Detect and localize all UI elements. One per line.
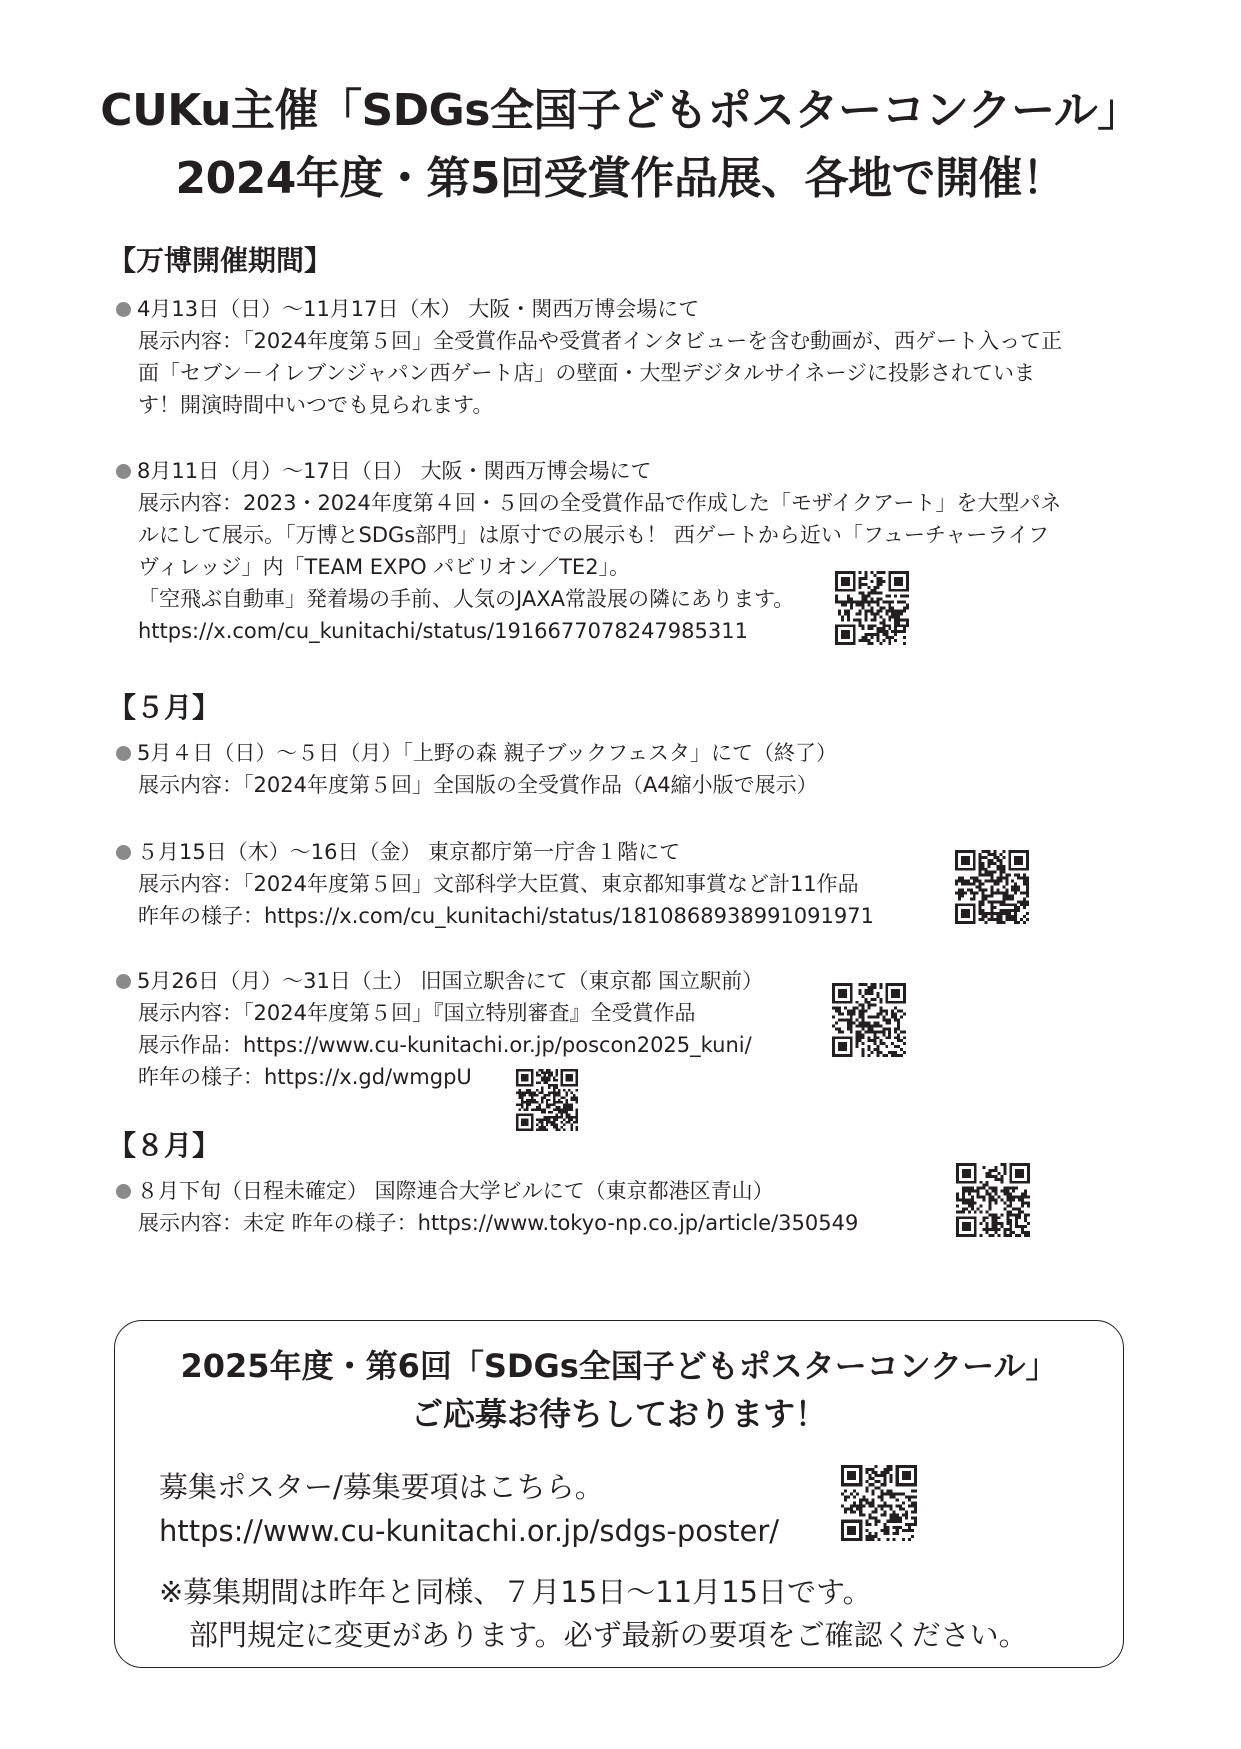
notice-title-line1: 2025年度・第6回「SDGs全国子どもポスターコンクール」 — [180, 1347, 1058, 1385]
event-entry — [116, 1175, 858, 1239]
event-detail: 「空飛ぶ自動車」発着場の手前、人気のJAXA常設展の隣にあります。 — [138, 587, 795, 611]
call-for-entries-box — [114, 1320, 1124, 1668]
event-entry — [116, 455, 1061, 647]
bullet-dot-icon — [116, 1184, 131, 1199]
qr-code-icon — [956, 1163, 1030, 1237]
event-entry — [116, 293, 1062, 421]
qr-code-icon — [832, 983, 906, 1057]
bullet-dot-icon — [116, 974, 131, 989]
event-link: 昨年の様子：https://x.com/cu_kunitachi/status/1810868938991091971 — [138, 904, 874, 928]
bullet-dot-icon — [116, 746, 131, 761]
event-date: 4月13日（日）～11月17日（木） 大阪・関西万博会場にて — [137, 297, 700, 321]
event-date: ８月下旬（日程未確定） 国際連合大学ビルにて（東京都港区青山） — [137, 1179, 774, 1203]
notice-line: 部門規定に変更があります。必ず最新の要項をご確認ください。 — [189, 1618, 1028, 1652]
event-link: https://x.com/cu_kunitachi/status/1916677078247985311 — [138, 619, 748, 643]
qr-code-icon — [835, 571, 909, 645]
event-entry — [116, 965, 763, 1093]
notice-link: https://www.cu-kunitachi.or.jp/sdgs-poster/ — [159, 1514, 780, 1548]
notice-line: 募集ポスター/募集要項はこちら。 — [159, 1470, 604, 1504]
page-title-line1: CUKu主催「SDGs全国子どもポスターコンクール」 — [100, 85, 1141, 136]
event-link: 展示内容：未定 昨年の様子：https://www.tokyo-np.co.jp/article/350549 — [138, 1211, 859, 1235]
qr-code-icon — [516, 1069, 578, 1131]
event-detail: す！開演時間中いつでも見られます。 — [138, 393, 494, 417]
event-detail: 展示内容：「2024年度第５回」全受賞作品や受賞者インタビューを含む動画が、西ゲート入って正 — [138, 329, 1063, 353]
section-heading-may: 【５月】 — [108, 691, 221, 724]
page-title-line2: 2024年度・第5回受賞作品展、各地で開催！ — [175, 153, 1066, 204]
event-date: ５月15日（木）～16日（金） 東京都庁第一庁舎１階にて — [137, 840, 681, 864]
event-detail: 展示内容：2023・2024年度第４回・５回の全受賞作品で作成した「モザイクアート」を大型パネ — [138, 491, 1062, 515]
event-detail: 面「セブン－イレブンジャパン西ゲート店」の壁面・大型デジタルサイネージに投影されていま — [138, 361, 1036, 385]
qr-code-icon — [955, 850, 1029, 924]
event-detail: 展示内容：「2024年度第５回」『国立特別審査』全受賞作品 — [138, 1001, 696, 1025]
event-link: 展示作品：https://www.cu-kunitachi.or.jp/poscon2025_kuni/ — [138, 1033, 752, 1057]
event-date: 8月11日（月）～17日（日） 大阪・関西万博会場にて — [137, 459, 652, 483]
event-detail: 展示内容：「2024年度第５回」文部科学大臣賞、東京都知事賞など計11作品 — [138, 872, 859, 896]
bullet-dot-icon — [116, 302, 131, 317]
event-date: 5月４日（日）～５日（月）「上野の森 親子ブックフェスタ」にて（終了） — [137, 741, 838, 765]
section-heading-august: 【８月】 — [108, 1129, 221, 1162]
qr-code-icon — [841, 1465, 917, 1541]
event-detail: ヴィレッジ」内「TEAM EXPO パビリオン／TE2」。 — [138, 555, 631, 579]
event-entry — [116, 836, 874, 932]
event-date: 5月26日（月）～31日（土） 旧国立駅舎にて（東京都 国立駅前） — [137, 969, 764, 993]
bullet-dot-icon — [116, 845, 131, 860]
notice-title-line2: ご応募お待ちしております！ — [410, 1395, 827, 1433]
section-heading-expo: 【万博開催期間】 — [108, 244, 333, 277]
bullet-dot-icon — [116, 464, 131, 479]
event-detail: ルにして展示。「万博とSDGs部門」は原寸での展示も！ 西ゲートから近い「フューチャーライフ — [138, 523, 1049, 547]
event-entry — [116, 737, 837, 801]
event-detail: 展示内容：「2024年度第５回」全国版の全受賞作品（A4縮小版で展示） — [138, 773, 818, 797]
event-link: 昨年の様子：https://x.gd/wmgpU — [138, 1065, 472, 1089]
notice-line: ※募集期間は昨年と同様、７月15日～11月15日です。 — [159, 1575, 872, 1609]
